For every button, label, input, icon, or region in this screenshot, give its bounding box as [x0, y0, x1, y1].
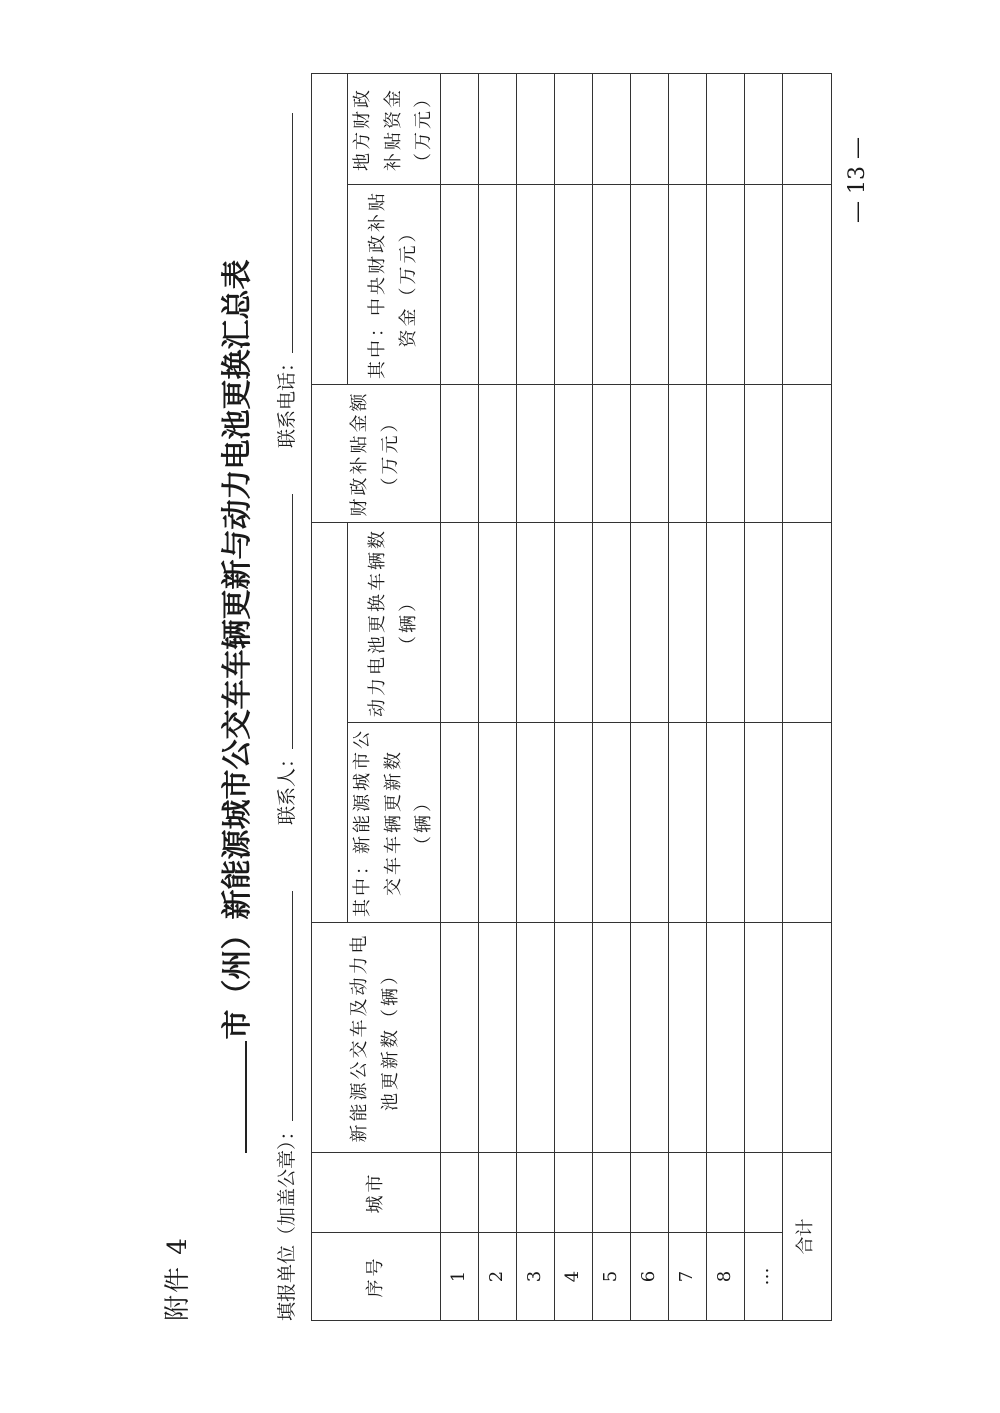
table-cell[interactable]	[478, 385, 516, 523]
row-seq: 6	[630, 1233, 668, 1321]
table-cell[interactable]	[554, 1153, 592, 1233]
table-cell[interactable]	[782, 74, 831, 185]
table-cell[interactable]	[668, 385, 706, 523]
table-header-row-1	[312, 74, 348, 1321]
summary-table	[311, 73, 832, 1321]
table-cell[interactable]	[782, 523, 831, 723]
table-cell[interactable]	[440, 523, 478, 723]
table-cell[interactable]	[668, 74, 706, 185]
row-seq: 2	[478, 1233, 516, 1321]
table-cell[interactable]	[592, 1153, 630, 1233]
table-total-row	[782, 74, 831, 1321]
table-cell[interactable]	[668, 723, 706, 923]
table-cell[interactable]	[706, 1153, 744, 1233]
table-cell[interactable]	[668, 1153, 706, 1233]
table-row	[440, 74, 478, 1321]
header-total-update: 新能源公交车及动力电池更新数（辆）	[312, 923, 441, 1153]
table-cell[interactable]	[554, 923, 592, 1153]
table-row	[516, 74, 554, 1321]
table-cell[interactable]	[630, 523, 668, 723]
table-row	[554, 74, 592, 1321]
table-cell[interactable]	[516, 523, 554, 723]
table-cell[interactable]	[706, 185, 744, 385]
table-cell[interactable]	[744, 723, 782, 923]
table-cell[interactable]	[782, 385, 831, 523]
table-cell[interactable]	[668, 923, 706, 1153]
table-row	[478, 74, 516, 1321]
contact-phone-field	[272, 113, 299, 448]
page-number: — 13 —	[845, 137, 870, 223]
fill-unit-blank	[272, 891, 293, 1121]
table-cell[interactable]	[554, 74, 592, 185]
table-cell[interactable]	[630, 1153, 668, 1233]
table-cell[interactable]	[478, 523, 516, 723]
row-seq: 5	[592, 1233, 630, 1321]
table-cell[interactable]	[478, 1153, 516, 1233]
table-cell[interactable]	[516, 1153, 554, 1233]
header-subsidy-central: 其中：中央财政补贴资金（万元）	[348, 185, 441, 385]
row-seq: …	[744, 1233, 782, 1321]
table-cell[interactable]	[706, 723, 744, 923]
table-cell[interactable]	[706, 385, 744, 523]
table-cell[interactable]	[630, 385, 668, 523]
table-cell[interactable]	[516, 923, 554, 1153]
contact-phone-blank	[272, 113, 293, 353]
row-seq: 4	[554, 1233, 592, 1321]
table-cell[interactable]	[706, 74, 744, 185]
table-cell[interactable]	[782, 723, 831, 923]
table-cell[interactable]	[744, 523, 782, 723]
table-cell[interactable]	[554, 523, 592, 723]
table-cell[interactable]	[592, 923, 630, 1153]
attachment-label: 附件 4	[163, 1236, 193, 1321]
table-cell[interactable]	[744, 74, 782, 185]
header-city: 城市	[312, 1153, 441, 1233]
table-cell[interactable]	[706, 523, 744, 723]
table-cell[interactable]	[668, 523, 706, 723]
table-cell[interactable]	[782, 185, 831, 385]
table-cell[interactable]	[782, 923, 831, 1153]
table-cell[interactable]	[630, 923, 668, 1153]
table-cell[interactable]	[744, 185, 782, 385]
row-seq: 8	[706, 1233, 744, 1321]
table-cell[interactable]	[440, 185, 478, 385]
header-seq: 序号	[312, 1233, 441, 1321]
table-cell[interactable]	[516, 74, 554, 185]
table-cell[interactable]	[516, 723, 554, 923]
table-cell[interactable]	[630, 74, 668, 185]
contact-person-label: 联系人：	[276, 748, 298, 825]
table-cell[interactable]	[478, 723, 516, 923]
total-label: 合计	[782, 1153, 831, 1321]
table-cell[interactable]	[516, 185, 554, 385]
table-cell[interactable]	[440, 723, 478, 923]
row-seq: 7	[668, 1233, 706, 1321]
table-cell[interactable]	[440, 1153, 478, 1233]
header-subsidy-total: 财政补贴金额（万元）	[312, 385, 441, 523]
table-cell[interactable]	[516, 385, 554, 523]
table-row	[592, 74, 630, 1321]
table-cell[interactable]	[440, 74, 478, 185]
table-cell[interactable]	[592, 185, 630, 385]
contact-person-blank	[272, 494, 293, 749]
table-row	[630, 74, 668, 1321]
table-cell[interactable]	[630, 185, 668, 385]
fill-unit-label: 填报单位（加盖公章）：	[276, 1121, 298, 1321]
table-cell[interactable]	[554, 385, 592, 523]
table-row	[706, 74, 744, 1321]
table-cell[interactable]	[554, 185, 592, 385]
table-cell[interactable]	[440, 923, 478, 1153]
row-seq: 1	[440, 1233, 478, 1321]
page-title-container	[212, 0, 256, 1413]
contact-phone-label: 联系电话：	[276, 352, 298, 448]
table-cell[interactable]	[592, 723, 630, 923]
table-row	[744, 74, 782, 1321]
header-subsidy-local: 地方财政补贴资金（万元）	[348, 74, 441, 185]
table-cell[interactable]	[592, 523, 630, 723]
table-cell[interactable]	[554, 723, 592, 923]
row-seq: 3	[516, 1233, 554, 1321]
table-cell[interactable]	[630, 723, 668, 923]
table-cell[interactable]	[706, 923, 744, 1153]
header-vehicle-update: 其中：新能源城市公交车车辆更新数（辆）	[348, 723, 441, 923]
table-cell[interactable]	[478, 923, 516, 1153]
contact-person-field	[272, 494, 299, 825]
header-battery-replace: 动力电池更换车辆数（辆）	[348, 523, 441, 723]
table-row	[668, 74, 706, 1321]
table-cell[interactable]	[744, 385, 782, 523]
title-city-blank	[215, 1042, 247, 1154]
table-cell[interactable]	[668, 185, 706, 385]
table-cell[interactable]	[744, 1153, 782, 1233]
fill-unit-field	[272, 891, 299, 1321]
table-cell[interactable]	[478, 74, 516, 185]
table-cell[interactable]	[744, 923, 782, 1153]
table-cell[interactable]	[478, 185, 516, 385]
table-cell[interactable]	[440, 385, 478, 523]
table-cell[interactable]	[592, 385, 630, 523]
table-cell[interactable]	[592, 74, 630, 185]
page-title: 市（州）新能源城市公交车车辆更新与动力电池更换汇总表	[220, 259, 255, 1040]
